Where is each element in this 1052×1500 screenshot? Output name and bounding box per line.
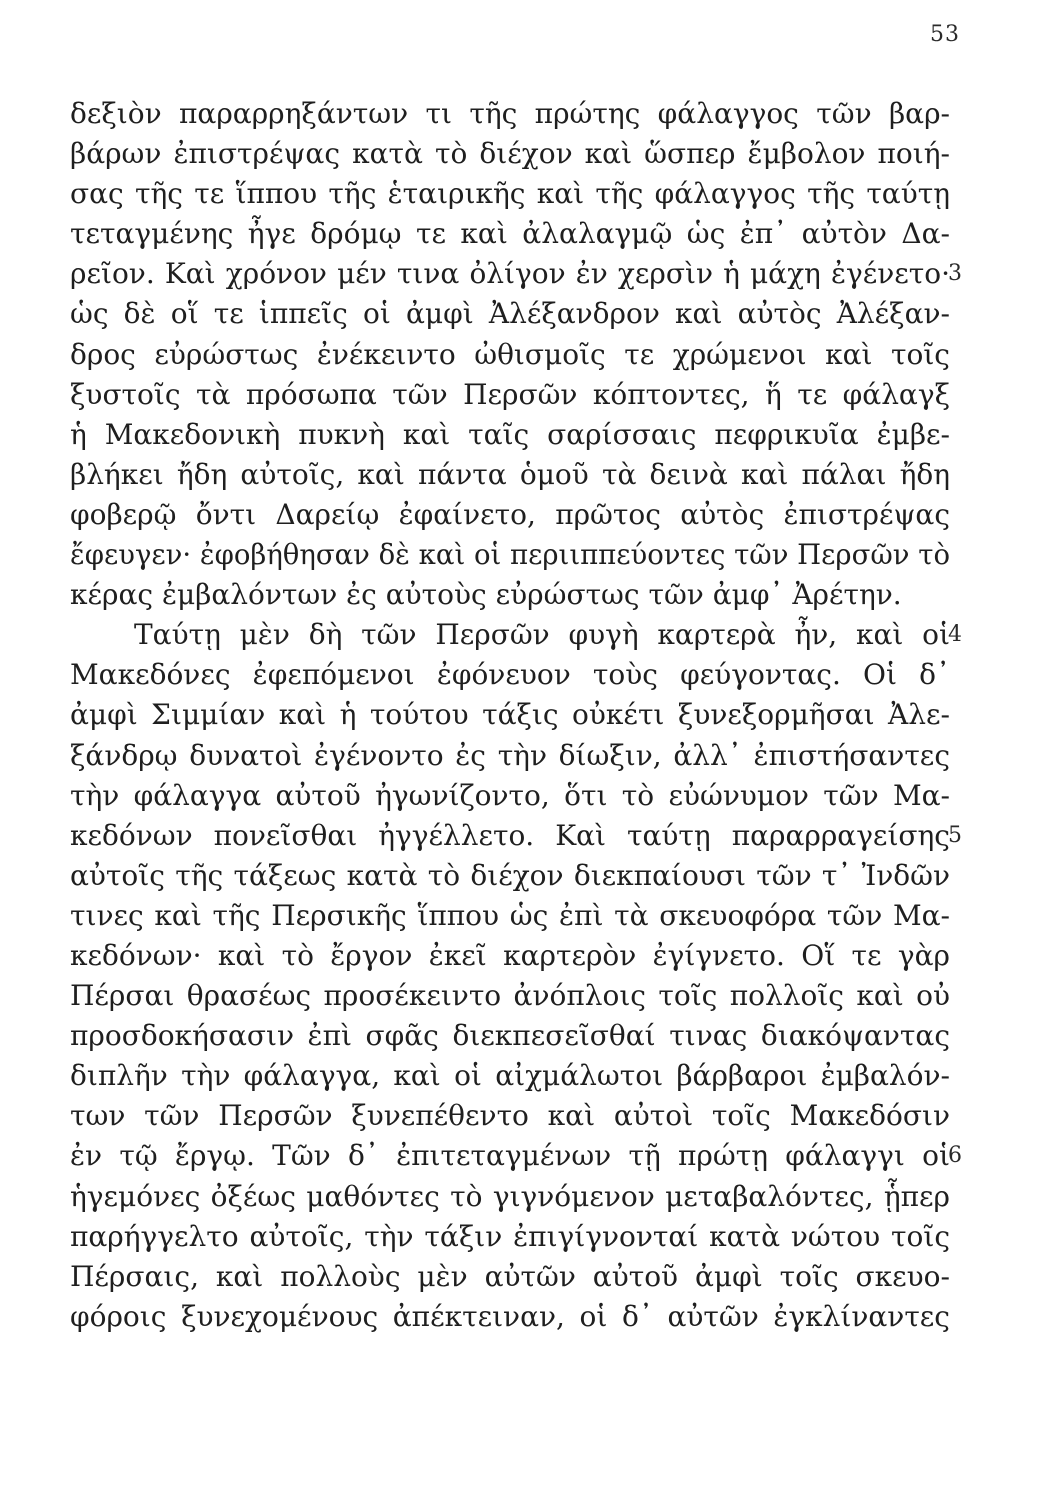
text-line (70, 535, 950, 575)
text-line-content: κεδόνων πονεῖσθαι ἠγγέλλετο. Καὶ ταύτῃ παραρραγείσης (70, 818, 950, 852)
text-line (70, 1217, 950, 1257)
text-line-content: ἐν τῷ ἔργῳ. Τῶν δ᾽ ἐπιτεταγμένων τῇ πρώτῃ φάλαγγι οἱ (70, 1139, 950, 1173)
text-line-content: ὡς δὲ οἵ τε ἱππεῖς οἱ ἀμφὶ Ἀλέξανδρον καὶ αὐτὸς Ἀλέξαν- (70, 297, 950, 331)
text-line-content: τεταγμένης ἦγε δρόμῳ τε καὶ ἀλαλαγμῷ ὡς ἐπ᾽ αὐτὸν Δα- (70, 217, 950, 251)
text-line (70, 214, 950, 254)
text-line (70, 936, 950, 976)
text-line-content: σας τῆς τε ἵππου τῆς ἑταιρικῆς καὶ τῆς φάλαγγος τῆς ταύτῃ (70, 177, 950, 211)
text-line (70, 134, 950, 174)
text-line (70, 896, 950, 936)
text-line (70, 976, 950, 1016)
greek-text-body (70, 94, 962, 1337)
text-line-content: ἡγεμόνες ὀξέως μαθόντες τὸ γιγνόμενον μεταβαλόντες, ᾗπερ (70, 1179, 950, 1213)
text-line (70, 655, 950, 695)
text-line (70, 856, 950, 896)
text-line-content: ρεῖον. Καὶ χρόνον μέν τινα ὀλίγον ἐν χερσὶν ἡ μάχη ἐγένετο· (70, 257, 950, 291)
text-line (70, 254, 962, 294)
text-line-content: ἔφευγεν· ἐφοβήθησαν δὲ καὶ οἱ περιιππεύοντες τῶν Περσῶν τὸ (70, 538, 950, 572)
text-line-content: ἀμφὶ Σιμμίαν καὶ ἡ τούτου τάξις οὐκέτι ξυνεξορμῆσαι Ἀλε- (70, 698, 950, 732)
text-line-content: τινες καὶ τῆς Περσικῆς ἵππου ὡς ἐπὶ τὰ σκευοφόρα τῶν Μα- (70, 898, 950, 932)
text-line-content: δεξιὸν παραρρηξάντων τι τῆς πρώτης φάλαγγος τῶν βαρ- (70, 97, 950, 130)
text-line-content: βάρων ἐπιστρέψας κατὰ τὸ διέχον καὶ ὥσπερ ἔμβολον ποιή- (70, 137, 950, 171)
text-line (70, 575, 950, 615)
section-marker: 3 (948, 261, 962, 287)
text-line-content: φόροις ξυνεχομένους ἀπέκτειναν, οἱ δ᾽ αὐτῶν ἐγκλίναντες (70, 1299, 950, 1333)
text-line-content: τὴν φάλαγγα αὐτοῦ ἠγωνίζοντο, ὅτι τὸ εὐώνυμον τῶν Μα- (70, 778, 950, 812)
section-marker: 6 (948, 1143, 962, 1169)
text-line-content: φοβερῷ ὄντι Δαρείῳ ἐφαίνετο, πρῶτος αὐτὸς ἐπιστρέψας (70, 497, 950, 531)
text-line (70, 695, 950, 735)
text-line-content: διπλῆν τὴν φάλαγγα, καὶ οἱ αἰχμάλωτοι βάρβαροι ἐμβαλόν- (70, 1059, 950, 1093)
text-line-content: Ταύτῃ μὲν δὴ τῶν Περσῶν φυγὴ καρτερὰ ἦν, καὶ οἱ (134, 618, 950, 652)
text-line (70, 335, 950, 375)
section-marker: 5 (948, 822, 962, 848)
text-line-content: προσδοκήσασιν ἐπὶ σφᾶς διεκπεσεῖσθαί τινας διακόψαντας (70, 1019, 950, 1053)
text-line-content: Μακεδόνες ἐφεπόμενοι ἐφόνευον τοὺς φεύγοντας. Οἱ δ᾽ (70, 658, 950, 692)
text-line (70, 294, 950, 334)
text-line-content: κέρας ἐμβαλόντων ἐς αὐτοὺς εὐρώστως τῶν ἀμφ᾽ Ἀρέτην. (70, 578, 902, 612)
text-line-content: ξυστοῖς τὰ πρόσωπα τῶν Περσῶν κόπτοντες, ἥ τε φάλαγξ (70, 377, 950, 411)
text-line (70, 1257, 950, 1297)
text-line (70, 1056, 950, 1096)
text-line (70, 495, 950, 535)
page-number: 53 (930, 22, 960, 47)
text-line-content: κεδόνων· καὶ τὸ ἔργον ἐκεῖ καρτερὸν ἐγίγνετο. Οἵ τε γὰρ (70, 938, 950, 972)
section-marker: 4 (948, 622, 962, 648)
text-line-content: αὐτοῖς τῆς τάξεως κατὰ τὸ διέχον διεκπαίουσι τῶν τ᾽ Ἰνδῶν (70, 858, 950, 892)
text-line-content: Πέρσαι θρασέως προσέκειντο ἀνόπλοις τοῖς πολλοῖς καὶ οὐ (70, 979, 950, 1013)
text-line (70, 615, 962, 655)
text-line-content: των τῶν Περσῶν ξυνεπέθεντο καὶ αὐτοὶ τοῖς Μακεδόσιν (70, 1099, 950, 1133)
text-line-content: δρος εὐρώστως ἐνέκειντο ὠθισμοῖς τε χρώμενοι καὶ τοῖς (70, 337, 950, 371)
text-line (70, 776, 950, 816)
text-line-content: βλήκει ἤδη αὐτοῖς, καὶ πάντα ὁμοῦ τὰ δεινὰ καὶ πάλαι ἤδη (70, 457, 950, 491)
text-line (70, 1177, 950, 1217)
text-line (70, 1016, 950, 1056)
text-line-content: ξάνδρῳ δυνατοὶ ἐγένοντο ἐς τὴν δίωξιν, ἀλλ᾽ ἐπιστήσαντες (70, 738, 950, 772)
text-line (70, 736, 950, 776)
text-line (70, 375, 950, 415)
text-line (70, 94, 950, 134)
text-line-content: παρήγγελτο αὐτοῖς, τὴν τάξιν ἐπιγίγνονταί κατὰ νώτου τοῖς (70, 1219, 950, 1253)
text-line (70, 816, 962, 856)
text-line (70, 455, 950, 495)
text-line (70, 1297, 950, 1337)
text-line (70, 1096, 950, 1136)
text-line-content: Πέρσαις, καὶ πολλοὺς μὲν αὐτῶν αὐτοῦ ἀμφὶ τοῖς σκευο- (70, 1259, 950, 1293)
text-line-content: ἡ Μακεδονικὴ πυκνὴ καὶ ταῖς σαρίσσαις πεφρικυῖα ἐμβε- (70, 417, 950, 451)
text-line (70, 415, 950, 455)
text-line (70, 1136, 962, 1176)
text-line (70, 174, 950, 214)
